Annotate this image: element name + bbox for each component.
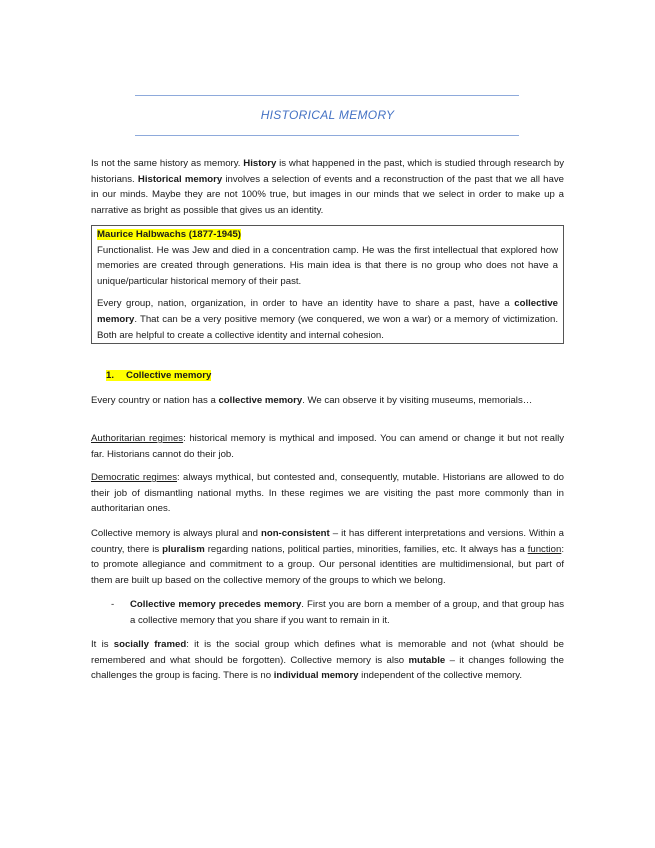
plural-paragraph: Collective memory is always plural and non-consistent – it has different interpretations and versions. Within a country, there is pluralism regarding nations, political parties, minorities, families, etc. It always has a function: to promote allegiance and commitment to a group. Our personal identities are multidimensional, but part of them are built up based on the collective memory of the groups to which we belong. <box>91 528 565 586</box>
box-heading: Maurice Halbwachs (1877-1945) <box>97 229 241 240</box>
halbwachs-box <box>91 225 564 344</box>
social-paragraph: It is socially framed: it is the social group which defines what is memorable and not (what should be remembered and what should be forgotten). Collective memory is also mutable – it changes following the challenges the group is facing. There is no individual memory independent of the collective memory. <box>91 639 564 682</box>
country-paragraph: Every country or nation has a collective memory. We can observe it by visiting museums, memorials… <box>91 395 533 406</box>
section-heading: 1. Collective memory <box>106 370 212 381</box>
title-rule-top <box>135 95 519 96</box>
bullet-item: - Collective memory precedes memory. First you are born a member of a group, and that group has a collective memory that you share if you want to remain in it. <box>111 599 565 626</box>
box-paragraph-2: Every group, nation, organization, in order to have an identity have to share a past, have a collective memory. That can be a very positive memory (we conquered, we won a war) or a memory of victimization. Both are helpful to create a collective identity and internal cohesion. <box>97 298 558 341</box>
authoritarian-paragraph: Authoritarian regimes: historical memory is mythical and imposed. You can amend or change it but not really far. Historians cannot do their job. <box>91 433 564 460</box>
bullet-dash: - <box>111 599 115 610</box>
intro-paragraph: Is not the same history as memory. History is what happened in the past, which is studied through research by historians. Historical memory involves a selection of events and a reconstruction of the past that we all have in our minds. Maybe they are not 100% true, but images in our minds that we select in order to make up a narrative as bright as possible that gives us an identity. <box>91 158 565 216</box>
page-title: HISTORICAL MEMORY <box>260 108 395 122</box>
title-rule-bottom <box>135 135 519 136</box>
box-paragraph-1: Functionalist. He was Jew and died in a concentration camp. He was the first intellectual that explored how memories are created through generations. His main idea is that there is no group who does not have a unique/particular historical memory of their past. <box>97 244 558 287</box>
democratic-paragraph: Democratic regimes: always mythical, but contested and, consequently, mutable. Historians are allowed to do their job of dismantling national myths. In these regimes we are visiting the past more commonly than in authoritarian ones. <box>91 472 564 515</box>
